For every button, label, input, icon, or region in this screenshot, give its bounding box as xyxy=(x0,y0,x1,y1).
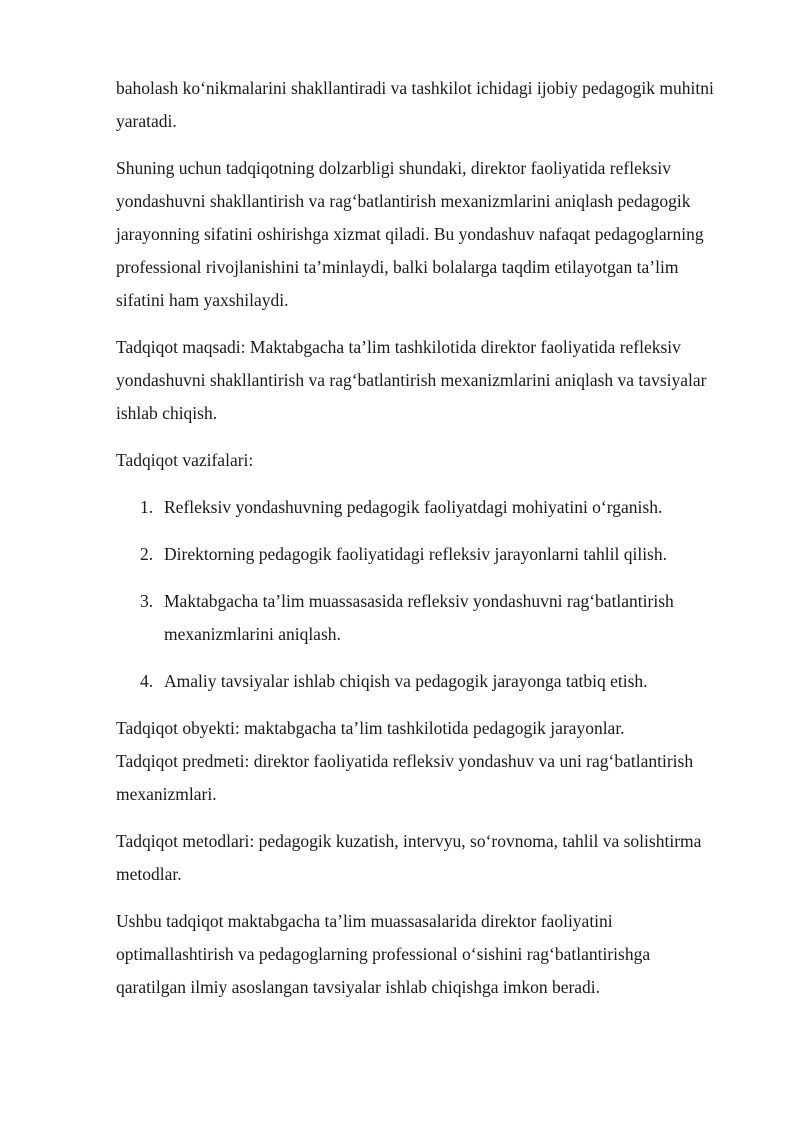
paragraph-methods: Tadqiqot metodlari: pedagogik kuzatish, intervyu, so‘rovnoma, tahlil va solishtirma metodlar. xyxy=(116,831,702,884)
list-item-number: 4. xyxy=(140,671,154,691)
paragraph-subject: Tadqiqot predmeti: direktor faoliyatida refleksiv yondashuv va uni rag‘batlantirish mexanizmlari. xyxy=(116,751,694,804)
list-item xyxy=(116,491,720,524)
list-item-text: Maktabgacha ta’lim muassasasida refleksiv yondashuvni rag‘batlantirish mexanizmlarini aniqlash. xyxy=(164,591,674,644)
list-item-number: 2. xyxy=(140,544,154,564)
list-item xyxy=(116,538,720,571)
list-item-text: Refleksiv yondashuvning pedagogik faoliyatdagi mohiyatini o‘rganish. xyxy=(164,497,663,517)
paragraph-object: Tadqiqot obyekti: maktabgacha ta’lim tashkilotida pedagogik jarayonlar. xyxy=(116,718,625,738)
list-item-number: 3. xyxy=(140,591,154,611)
list-item-number: 1. xyxy=(140,497,154,517)
list-item xyxy=(116,665,720,698)
paragraph-conclusion: Ushbu tadqiqot maktabgacha ta’lim muassasalarida direktor faoliyatini optimallashtirish va pedagoglarning professional o‘sishini rag‘batlantirishga qaratilgan ilmiy asoslangan tavsiyalar ishlab chiqishga imkon beradi. xyxy=(116,911,651,997)
paragraph-relevance: Shuning uchun tadqiqotning dolzarbligi shundaki, direktor faoliyatida refleksiv yondashuvni shakllantirish va rag‘batlantirish mexanizmlarini aniqlash pedagogik jarayonning sifatini oshirishga xizmat qiladi. Bu yondashuv nafaqat pedagoglarning professional rivojlanishini ta’minlaydi, balki bolalarga taqdim etilayotgan ta’lim sifatini ham yaxshilaydi. xyxy=(116,158,704,310)
tasks-heading: Tadqiqot vazifalari: xyxy=(116,450,254,470)
list-item-text: Amaliy tavsiyalar ishlab chiqish va pedagogik jarayonga tatbiq etish. xyxy=(164,671,648,691)
list-item-text: Direktorning pedagogik faoliyatidagi refleksiv jarayonlarni tahlil qilish. xyxy=(164,544,667,564)
paragraph-continued: baholash ko‘nikmalarini shakllantiradi va tashkilot ichidagi ijobiy pedagogik muhitni yaratadi. xyxy=(116,78,714,131)
paragraph-purpose: Tadqiqot maqsadi: Maktabgacha ta’lim tashkilotida direktor faoliyatida refleksiv yondashuvni shakllantirish va rag‘batlantirish mexanizmlarini aniqlash va tavsiyalar ishlab chiqish. xyxy=(116,337,707,423)
list-item xyxy=(116,585,720,651)
tasks-list xyxy=(116,491,720,698)
